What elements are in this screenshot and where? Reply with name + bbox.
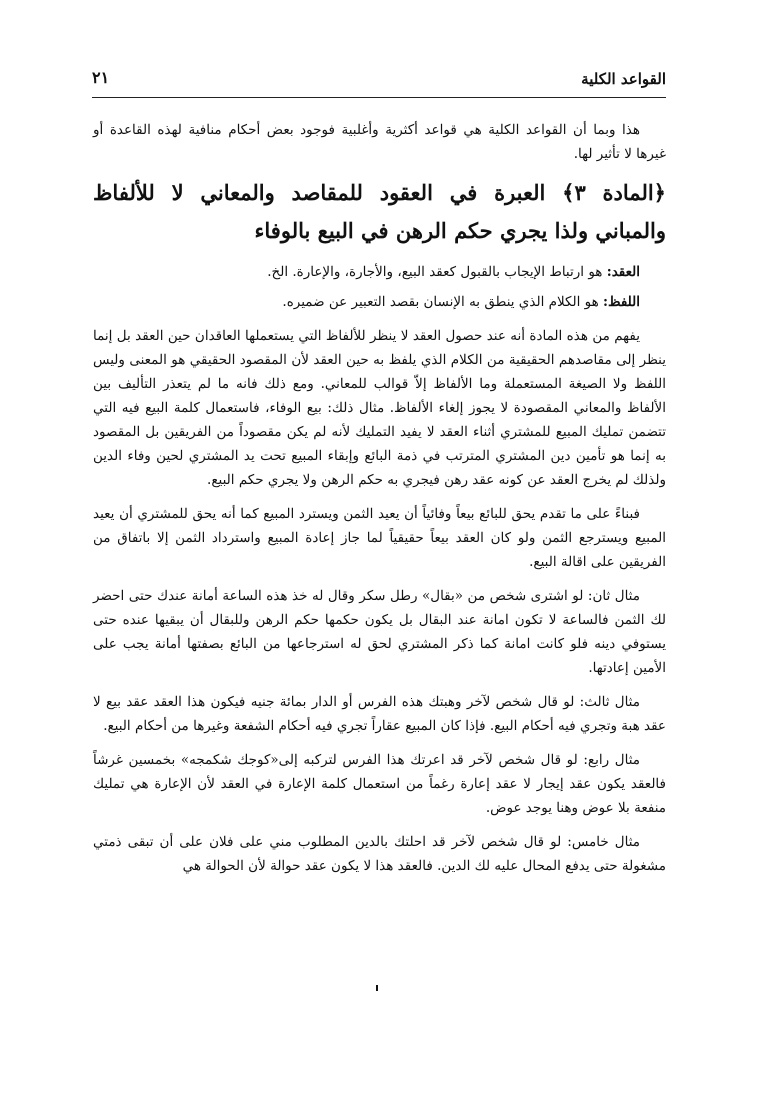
example-4-paragraph: مثال رابع: لو قال شخص لآخر قد اعرتك هذا الفرس لتركبه إلى«كوجك شكمجه» بخمسين غرشاً فالعقد يكون عقد إيجار لا عقد إعارة رغماً من استعمال كلمة الإعارة في العقد لأن الإعارة هي تمليك منفعة بلا عوض وهنا يوجد عوض. <box>93 752 666 816</box>
definition-term: العقد: <box>606 264 640 280</box>
running-header <box>92 66 666 96</box>
example-2-paragraph: مثال ثان: لو اشترى شخص من «بقال» رطل سكر وقال له خذ هذه الساعة أمانة عندك حتى احضر لك الثمن فالساعة لا تكون امانة عند البقال بل يكون حكمها حكم الرهن وللبقال أن يبقيها عنده حتى يستوفي دينه فلو كانت امانة كما ذكر المشتري لحق له استرجاعها من البائع بصفتها أمانة يجب على الأمين إعادتها. <box>93 588 666 676</box>
definition-term: اللفظ: <box>603 294 640 310</box>
intro-paragraph: هذا وبما أن القواعد الكلية هي قواعد أكثرية وأغلبية فوجود بعض أحكام منافية لهذه القاعدة أو غيرها لا تأثير لها. <box>93 122 666 162</box>
header-rule <box>92 97 666 98</box>
consequence-paragraph: فبناءً على ما تقدم يحق للبائع بيعاً وفائياً أن يعيد الثمن ويسترد المبيع كما أنه يحق للمشتري أن يعيد المبيع ويسترجع الثمن ولو كان العقد بيعاً حقيقياً لما جاز إعادة المبيع واسترداد الثمن إلا باتفاق من الفريقين على اقالة البيع. <box>93 506 666 570</box>
explanation-paragraph: يفهم من هذه المادة أنه عند حصول العقد لا ينظر للألفاظ التي يستعملها العاقدان حين العقد بل إنما ينظر إلى مقاصدهم الحقيقية من الكلام الذي يلفظ به حين العقد لأن المقصود الحقيقي هو المعنى وليس اللفظ ولا الصيغة المستعملة وما الألفاظ إلاّ قوالب للمعاني. ومع ذلك فانه ما لم يتعذر التأليف بين الألفاظ والمعاني المقصودة لا يجوز إلغاء الألفاظ. مثال ذلك: بيع الوفاء، فاستعمال كلمة البيع فيه التي تتضمن تمليك المبيع للمشتري أثناء العقد لا يفيد التمليك لأنه لم يكن مقصوداً من الفريقين بل المقصود به إنما هو تأمين دين المشتري المترتب في ذمة البائع وإبقاء المبيع تحت يد المشتري لحين وفاء الدين ولذلك لم يخرج العقد عن كونه عقد رهن فيجري به حكم الرهن ولا يجري حكم البيع. <box>93 328 666 488</box>
page-number: ٢١ <box>92 68 110 87</box>
example-5-paragraph: مثال خامس: لو قال شخص لآخر قد احلتك بالدين المطلوب مني على فلان على أن تبقى ذمتي مشغولة حتى يدفع المحال عليه لك الدين. فالعقد هذا لا يكون عقد حوالة لأن الحوالة هي <box>93 834 666 874</box>
article-heading: ﴿المادة ٣﴾ العبرة في العقود للمقاصد والمعاني لا للألفاظ والمباني ولذا يجري حكم الرهن في البيع بالوفاء <box>93 180 666 243</box>
example-3-paragraph: مثال ثالث: لو قال شخص لآخر وهبتك هذه الفرس أو الدار بمائة جنيه فيكون هذا العقد عقد بيع لا عقد هبة وتجري فيه أحكام البيع. فإذا كان المبيع عقاراً تجري فيه أحكام الشفعة وغيرها من أحكام البيع. <box>93 694 666 734</box>
definition-contract <box>93 260 666 284</box>
print-mark <box>376 985 378 991</box>
header-title: القواعد الكلية <box>581 70 666 88</box>
definition-text: هو الكلام الذي ينطق به الإنسان بقصد التعبير عن ضميره. <box>282 294 604 310</box>
definition-word <box>93 290 666 314</box>
body-text <box>93 118 666 1087</box>
definition-text: هو ارتباط الإيجاب بالقبول كعقد البيع، والأجارة، والإعارة. الخ. <box>267 264 607 280</box>
